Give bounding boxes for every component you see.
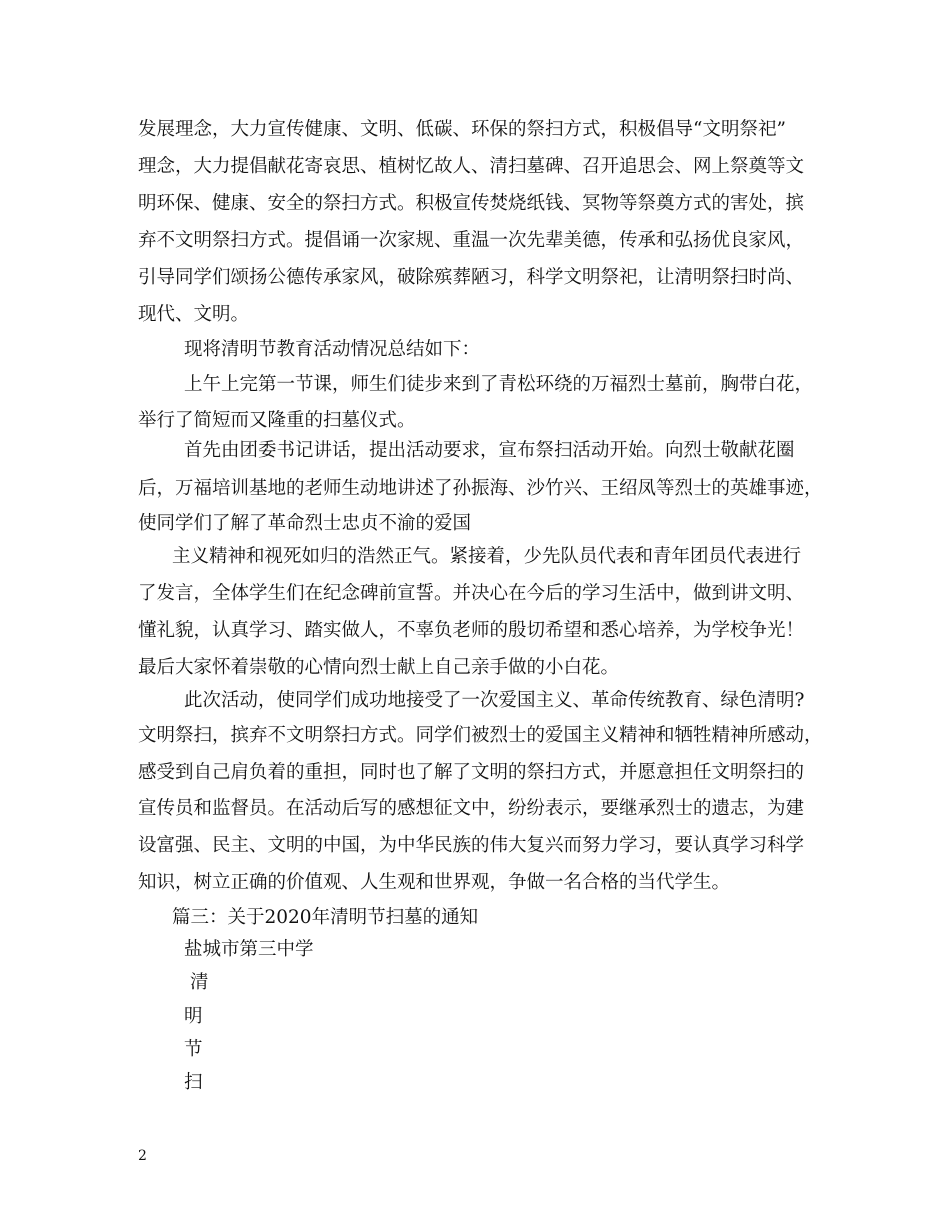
body-text-line: 理念，大力提倡献花寄哀思、植树忆故人、清扫墓碑、召开追思会、网上祭奠等文	[138, 156, 805, 177]
body-text-line: 引导同学们颂扬公德传承家风，破除殡葬陋习，科学文明祭祀，让清明祭扫时尚、	[138, 267, 805, 288]
body-text-line: 发展理念，大力宣传健康、文明、低碳、环保的祭扫方式，积极倡导“文明祭祀”	[138, 119, 786, 140]
body-text-line: 举行了简短而又隆重的扫墓仪式。	[138, 410, 416, 431]
body-text-line: 上午上完第一节课，师生们徒步来到了青松环绕的万福烈士墓前，胸带白花，	[184, 374, 814, 395]
body-text-line: 后，万福培训基地的老师生动地讲述了孙振海、沙竹兴、王绍凤等烈士的英雄事迹，	[138, 478, 823, 499]
body-text-line: 设富强、民主、文明的中国，为中华民族的伟大复兴而努力学习，要认真学习科学	[138, 835, 805, 856]
body-text-line: 主义精神和视死如归的浩然正气。紧接着，少先队员代表和青年团员代表进行	[172, 546, 802, 567]
body-text-line: 宣传员和监督员。在活动后写的感想征文中，纷纷表示，要继承烈士的遗志，为建	[138, 798, 805, 819]
body-text-line: 感受到自己肩负着的重担，同时也了解了文明的祭扫方式，并愿意担任文明祭扫的	[138, 762, 805, 783]
body-text-line: 使同学们了解了革命烈士忠贞不渝的爱国	[138, 513, 472, 534]
school-name: 盐城市第三中学	[184, 939, 314, 960]
body-text-line: 知识，树立正确的价值观、人生观和世界观，争做一名合格的当代学生。	[138, 872, 731, 893]
body-text-line: 了发言，全体学生们在纪念碑前宣誓。并决心在今后的学习生活中，做到讲文明、	[138, 583, 805, 604]
body-text-line: 明环保、健康、安全的祭扫方式。积极宣传焚烧纸钱、冥物等祭奠方式的害处，摈	[138, 193, 805, 214]
vertical-title-char: 节	[184, 1039, 203, 1060]
body-text-line: 首先由团委书记讲话，提出活动要求，宣布祭扫活动开始。向烈士敬献花圈	[184, 440, 795, 461]
paragraph-intro: 现将清明节教育活动情况总结如下：	[184, 339, 481, 360]
vertical-title-char: 明	[184, 1006, 203, 1027]
body-text-line: 最后大家怀着崇敬的心情向烈士献上自己亲手做的小白花。	[138, 657, 620, 678]
body-text-line: 文明祭扫，摈弃不文明祭扫方式。同学们被烈士的爱国主义精神和牺牲精神所感动，	[138, 725, 823, 746]
body-text-line: 此次活动，使同学们成功地接受了一次爱国主义、革命传统教育、绿色清明?	[184, 690, 805, 711]
body-text-line: 现代、文明。	[138, 304, 250, 325]
body-text-line: 懂礼貌，认真学习、踏实做人，不辜负老师的殷切希望和悉心培养，为学校争光！	[138, 620, 805, 641]
section-heading: 篇三：关于2020年清明节扫墓的通知	[172, 907, 479, 928]
vertical-title-char: 扫	[184, 1072, 203, 1093]
vertical-title-char: 清	[190, 972, 209, 993]
body-text-line: 弃不文明祭扫方式。提倡诵一次家规、重温一次先辈美德，传承和弘扬优良家风，	[138, 230, 805, 251]
page-number: 2	[138, 1148, 147, 1164]
